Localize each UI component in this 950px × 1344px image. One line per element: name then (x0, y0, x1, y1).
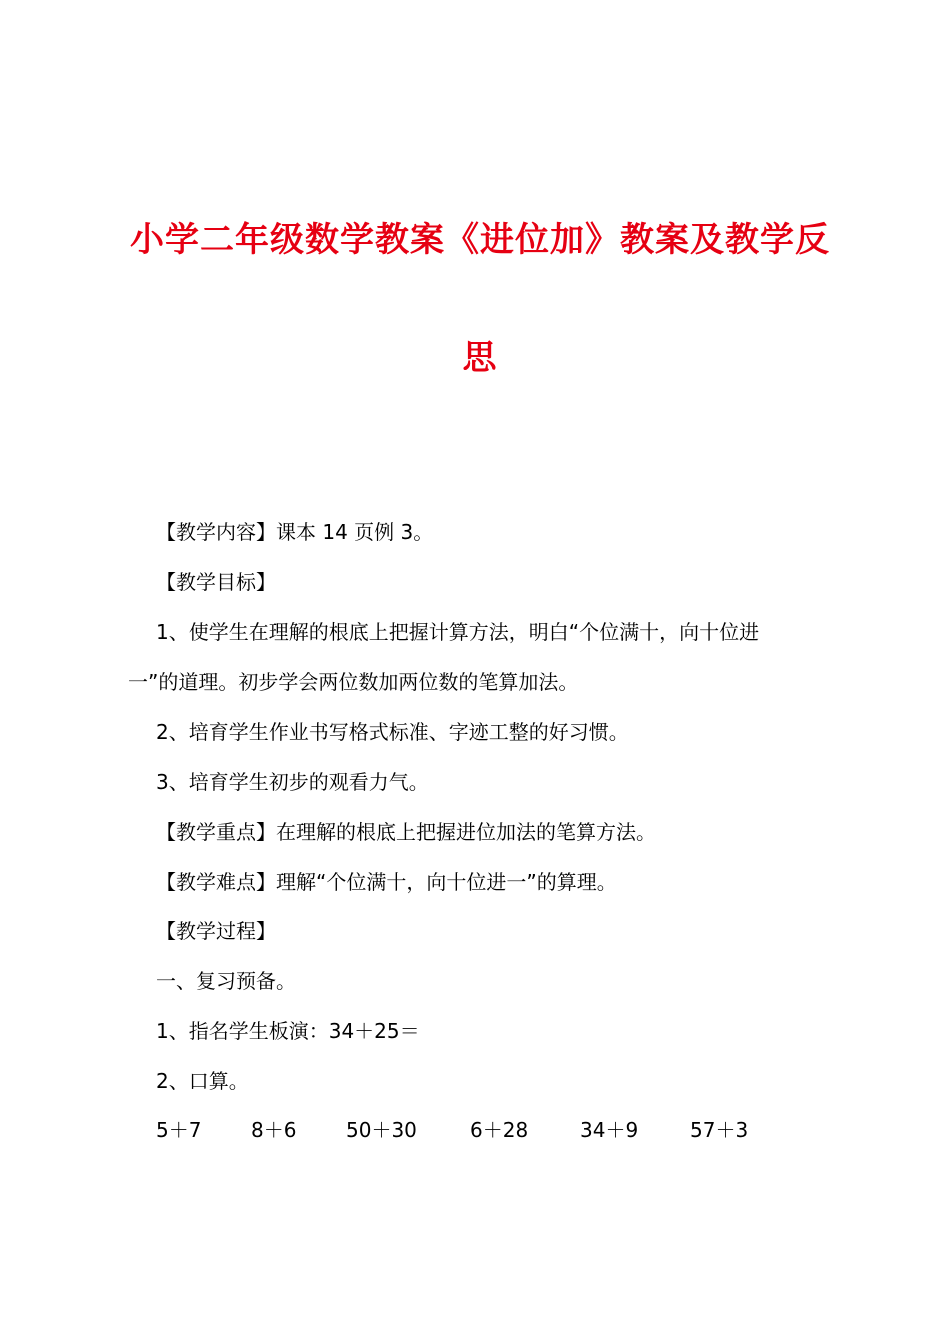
calc-item: 5＋7 (156, 1118, 202, 1142)
document-title-line2: 思 (462, 338, 498, 378)
oral-calc-heading: 2、口算。 (156, 1069, 249, 1093)
process-heading: 【教学过程】 (156, 919, 276, 943)
calculation-row (0, 1116, 950, 1146)
objective-3: 3、培育学生初步的观看力气。 (156, 770, 429, 794)
calc-item: 57＋3 (690, 1118, 749, 1142)
review-section: 一、复习预备。 (156, 969, 296, 993)
objective-1-line2: 一”的道理。初步学会两位数加两位数的笔算加法。 (128, 670, 579, 694)
teaching-content: 【教学内容】课本 14 页例 3。 (156, 520, 434, 544)
difficulty: 【教学难点】理解“个位满十，向十位进一”的算理。 (156, 870, 617, 894)
objective-2: 2、培育学生作业书写格式标准、字迹工整的好习惯。 (156, 720, 629, 744)
calc-item: 8＋6 (251, 1118, 297, 1142)
calc-item: 50＋30 (346, 1118, 417, 1142)
objectives-heading: 【教学目标】 (156, 570, 276, 594)
objective-1-line1: 1、使学生在理解的根底上把握计算方法，明白“个位满十，向十位进 (156, 620, 760, 644)
key-point: 【教学重点】在理解的根底上把握进位加法的笔算方法。 (156, 820, 656, 844)
document-title-line1: 小学二年级数学教案《进位加》教案及教学反 (130, 220, 830, 260)
calc-item: 6＋28 (470, 1118, 529, 1142)
board-exercise: 1、指名学生板演：34＋25＝ (156, 1019, 420, 1043)
calc-item: 34＋9 (580, 1118, 639, 1142)
